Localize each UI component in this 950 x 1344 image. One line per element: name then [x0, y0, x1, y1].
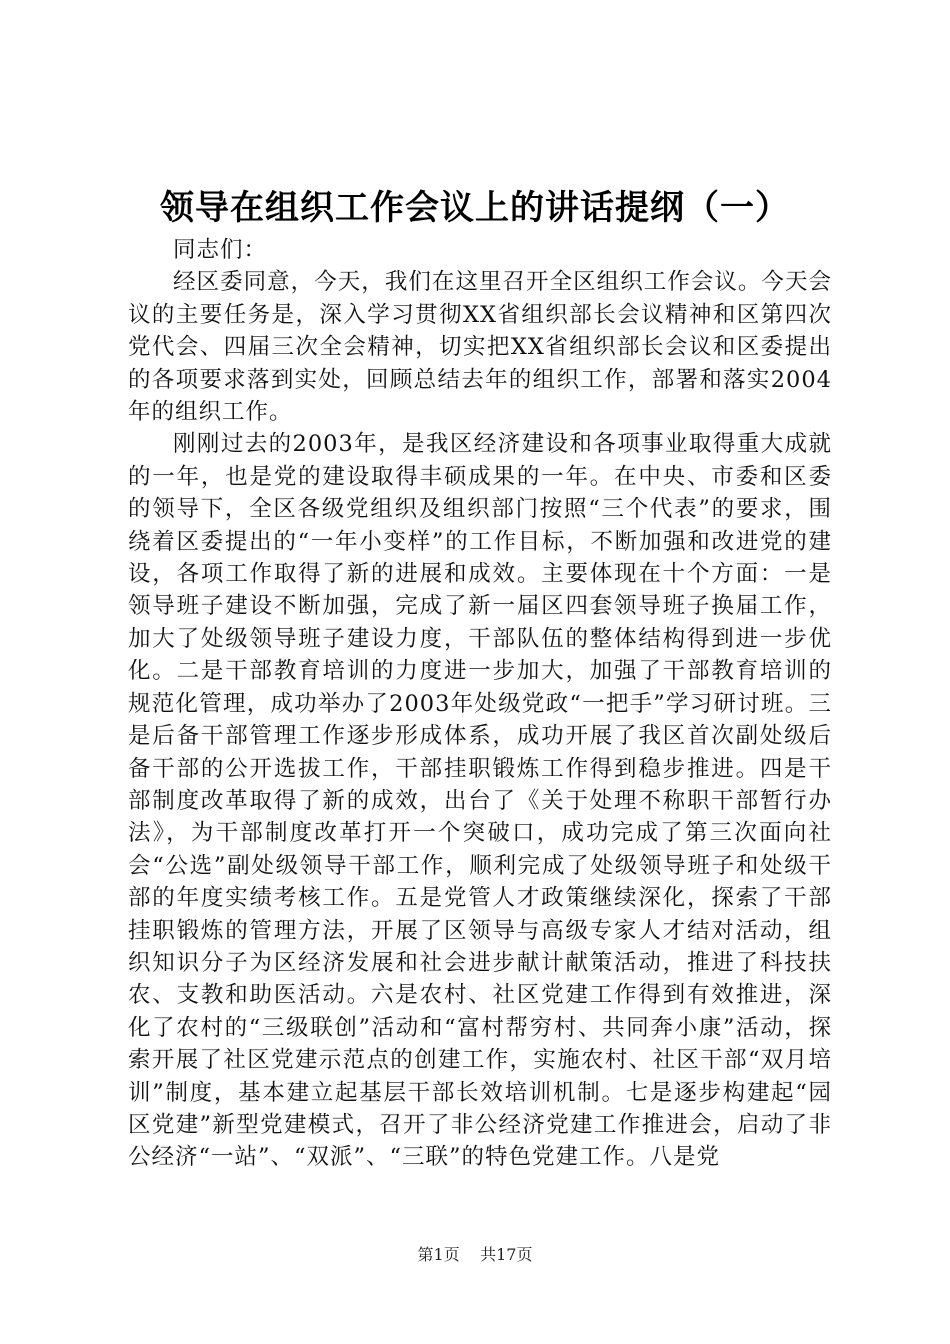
document-body [128, 234, 832, 1174]
page-total: 共17页 [480, 1245, 533, 1264]
salutation: 同志们： [173, 237, 268, 263]
page-footer [0, 1243, 950, 1267]
paragraph: 经区委同意，今天，我们在这里召开全区组织工作会议。今天会议的主要任务是，深入学习贯彻XX省组织部长会议精神和区第四次党代会、四届三次全会精神，切实把XX省组织部长会议和区委提出的各项要求落到实处，回顾总结去年的组织工作，部署和落实2004年的组织工作。 [128, 269, 832, 426]
document-title: 领导在组织工作会议上的讲话提纲（一） [160, 188, 790, 228]
page-number: 第1页 [417, 1245, 460, 1264]
paragraph: 刚刚过去的2003年，是我区经济建设和各项事业取得重大成就的一年，也是党的建设取得丰硕成果的一年。在中央、市委和区委的领导下，全区各级党组织及组织部门按照“三个代表”的要求，围绕着区委提出的“一年小变样”的工作目标，不断加强和改进党的建设，各项工作取得了新的进展和成效。主要体现在十个方面：一是领导班子建设不断加强，完成了新一届区四套领导班子换届工作，加大了处级领导班子建设力度，干部队伍的整体结构得到进一步优化。二是干部教育培训的力度进一步加大，加强了干部教育培训的规范化管理，成功举办了2003年处级党政“一把手”学习研讨班。三是后备干部管理工作逐步形成体系，成功开展了我区首次副处级后备干部的公开选拔工作，干部挂职锻炼工作得到稳步推进。四是干部制度改革取得了新的成效，出台了《关于处理不称职干部暂行办法》，为干部制度改革打开一个突破口，成功完成了第三次面向社会“公选”副处级领导干部工作，顺利完成了处级领导班子和处级干部的年度实绩考核工作。五是党管人才政策继续深化，探索了干部挂职锻炼的管理方法，开展了区领导与高级专家人才结对活动，组织知识分子为区经济发展和社会进步献计献策活动，推进了科技扶农、支教和助医活动。六是农村、社区党建工作得到有效推进，深化了农村的“三级联创”活动和“富村帮穷村、共同奔小康”活动，探索开展了社区党建示范点的创建工作，实施农村、社区干部“双月培训”制度，基本建立起基层干部长效培训机制。七是逐步构建起“园区党建”新型党建模式，召开了非公经济党建工作推进会，启动了非公经济“一站”、“双派”、“三联”的特色党建工作。八是党 [128, 431, 832, 1171]
